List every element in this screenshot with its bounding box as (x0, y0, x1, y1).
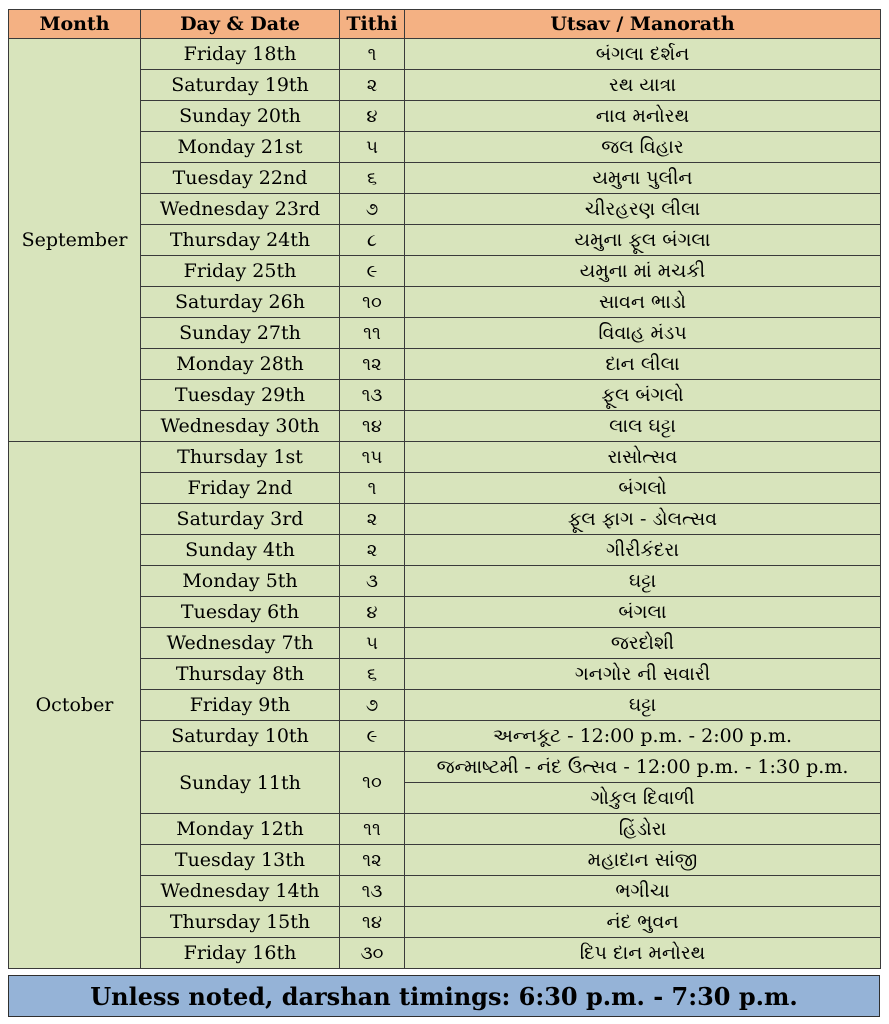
utsav-cell: ભગીચા (405, 876, 881, 907)
month-cell: October (9, 442, 141, 969)
utsav-cell: ગનગોર ની સવારી (405, 659, 881, 690)
day-date-cell: Friday 16th (141, 938, 340, 969)
utsav-cell: ઘટ્ટા (405, 566, 881, 597)
tithi-cell: ૧૩ (340, 876, 405, 907)
utsav-cell: યમુના ફૂલ બંગલા (405, 225, 881, 256)
tithi-cell: ૧૨ (340, 349, 405, 380)
tithi-cell: ૮ (340, 225, 405, 256)
utsav-cell: જન્માષ્ટમી - નંદ ઉત્સવ - 12:00 p.m. - 1:30 p.m. (405, 752, 881, 783)
utsav-cell: હિંડોરા (405, 814, 881, 845)
tithi-cell: ૯ (340, 256, 405, 287)
darshan-timing-note: Unless noted, darshan timings: 6:30 p.m. - 7:30 p.m. (8, 975, 880, 1017)
utsav-cell: જલ વિહાર (405, 132, 881, 163)
tithi-cell: ૬ (340, 659, 405, 690)
day-date-cell: Tuesday 29th (141, 380, 340, 411)
tithi-cell: ૨ (340, 535, 405, 566)
tithi-cell: ૧૫ (340, 442, 405, 473)
day-date-cell: Sunday 4th (141, 535, 340, 566)
tithi-cell: ૧૧ (340, 318, 405, 349)
utsav-cell: બંગલા (405, 597, 881, 628)
day-date-cell: Thursday 8th (141, 659, 340, 690)
tithi-cell: ૭ (340, 690, 405, 721)
utsav-cell: નંદ ભુવન (405, 907, 881, 938)
utsav-cell: ઘટ્ટા (405, 690, 881, 721)
utsav-cell: જરદોશી (405, 628, 881, 659)
day-date-cell: Monday 5th (141, 566, 340, 597)
tithi-cell: ૯ (340, 721, 405, 752)
utsav-cell: દિપ દાન મનોરથ (405, 938, 881, 969)
tithi-cell: ૨ (340, 70, 405, 101)
tithi-cell: ૧૪ (340, 907, 405, 938)
utsav-cell: બંગલા દર્શન (405, 39, 881, 70)
day-date-cell: Wednesday 7th (141, 628, 340, 659)
day-date-cell: Monday 21st (141, 132, 340, 163)
day-date-cell: Sunday 11th (141, 752, 340, 814)
header-row (9, 10, 881, 39)
day-date-cell: Thursday 24th (141, 225, 340, 256)
utsav-cell: અન્નકૂટ - 12:00 p.m. - 2:00 p.m. (405, 721, 881, 752)
tithi-cell: ૧૩ (340, 380, 405, 411)
table-row (9, 442, 881, 473)
utsav-cell: નાવ મનોરથ (405, 101, 881, 132)
tithi-cell: ૫ (340, 132, 405, 163)
tithi-cell: ૪ (340, 101, 405, 132)
tithi-cell: ૧૪ (340, 411, 405, 442)
utsav-cell: ગીરીકંદરા (405, 535, 881, 566)
tithi-cell: ૪ (340, 597, 405, 628)
day-date-cell: Monday 28th (141, 349, 340, 380)
table-row (9, 39, 881, 70)
day-date-cell: Friday 9th (141, 690, 340, 721)
day-date-cell: Thursday 1st (141, 442, 340, 473)
utsav-cell: રથ યાત્રા (405, 70, 881, 101)
day-date-cell: Saturday 19th (141, 70, 340, 101)
utsav-cell: ફૂલ ફાગ - ડોલત્સવ (405, 504, 881, 535)
schedule-table (8, 9, 881, 969)
month-cell: September (9, 39, 141, 442)
tithi-cell: ૧ (340, 39, 405, 70)
utsav-cell: રાસોત્સવ (405, 442, 881, 473)
tithi-cell: ૬ (340, 163, 405, 194)
header-utsav: Utsav / Manorath (405, 10, 881, 39)
utsav-cell: લાલ ઘટ્ટા (405, 411, 881, 442)
day-date-cell: Tuesday 22nd (141, 163, 340, 194)
utsav-cell: વિવાહ મંડપ (405, 318, 881, 349)
utsav-cell: મહાદાન સાંજી (405, 845, 881, 876)
tithi-cell: ૧ (340, 473, 405, 504)
header-month: Month (9, 10, 141, 39)
day-date-cell: Friday 2nd (141, 473, 340, 504)
utsav-cell: યમુના માં મચકી (405, 256, 881, 287)
tithi-cell: ૧૦ (340, 287, 405, 318)
utsav-cell: યમુના પુલીન (405, 163, 881, 194)
tithi-cell: ૧૧ (340, 814, 405, 845)
day-date-cell: Tuesday 6th (141, 597, 340, 628)
day-date-cell: Thursday 15th (141, 907, 340, 938)
day-date-cell: Saturday 10th (141, 721, 340, 752)
day-date-cell: Friday 18th (141, 39, 340, 70)
tithi-cell: ૭ (340, 194, 405, 225)
day-date-cell: Saturday 3rd (141, 504, 340, 535)
day-date-cell: Sunday 27th (141, 318, 340, 349)
tithi-cell: ૫ (340, 628, 405, 659)
day-date-cell: Saturday 26h (141, 287, 340, 318)
day-date-cell: Sunday 20th (141, 101, 340, 132)
day-date-cell: Friday 25th (141, 256, 340, 287)
utsav-cell: ચીરહરણ લીલા (405, 194, 881, 225)
header-tithi: Tithi (340, 10, 405, 39)
tithi-cell: ૧૨ (340, 845, 405, 876)
utsav-cell: ગોકુલ દિવાળી (405, 783, 881, 814)
tithi-cell: ૩ (340, 566, 405, 597)
utsav-cell: બંગલો (405, 473, 881, 504)
tithi-cell: ૧૦ (340, 752, 405, 814)
tithi-cell: ૩૦ (340, 938, 405, 969)
header-day-date: Day & Date (141, 10, 340, 39)
day-date-cell: Wednesday 14th (141, 876, 340, 907)
day-date-cell: Monday 12th (141, 814, 340, 845)
day-date-cell: Tuesday 13th (141, 845, 340, 876)
utsav-cell: સાવન ભાડો (405, 287, 881, 318)
utsav-cell: દાન લીલા (405, 349, 881, 380)
day-date-cell: Wednesday 23rd (141, 194, 340, 225)
day-date-cell: Wednesday 30th (141, 411, 340, 442)
utsav-cell: ફૂલ બંગલો (405, 380, 881, 411)
schedule-body (9, 39, 881, 969)
tithi-cell: ૨ (340, 504, 405, 535)
